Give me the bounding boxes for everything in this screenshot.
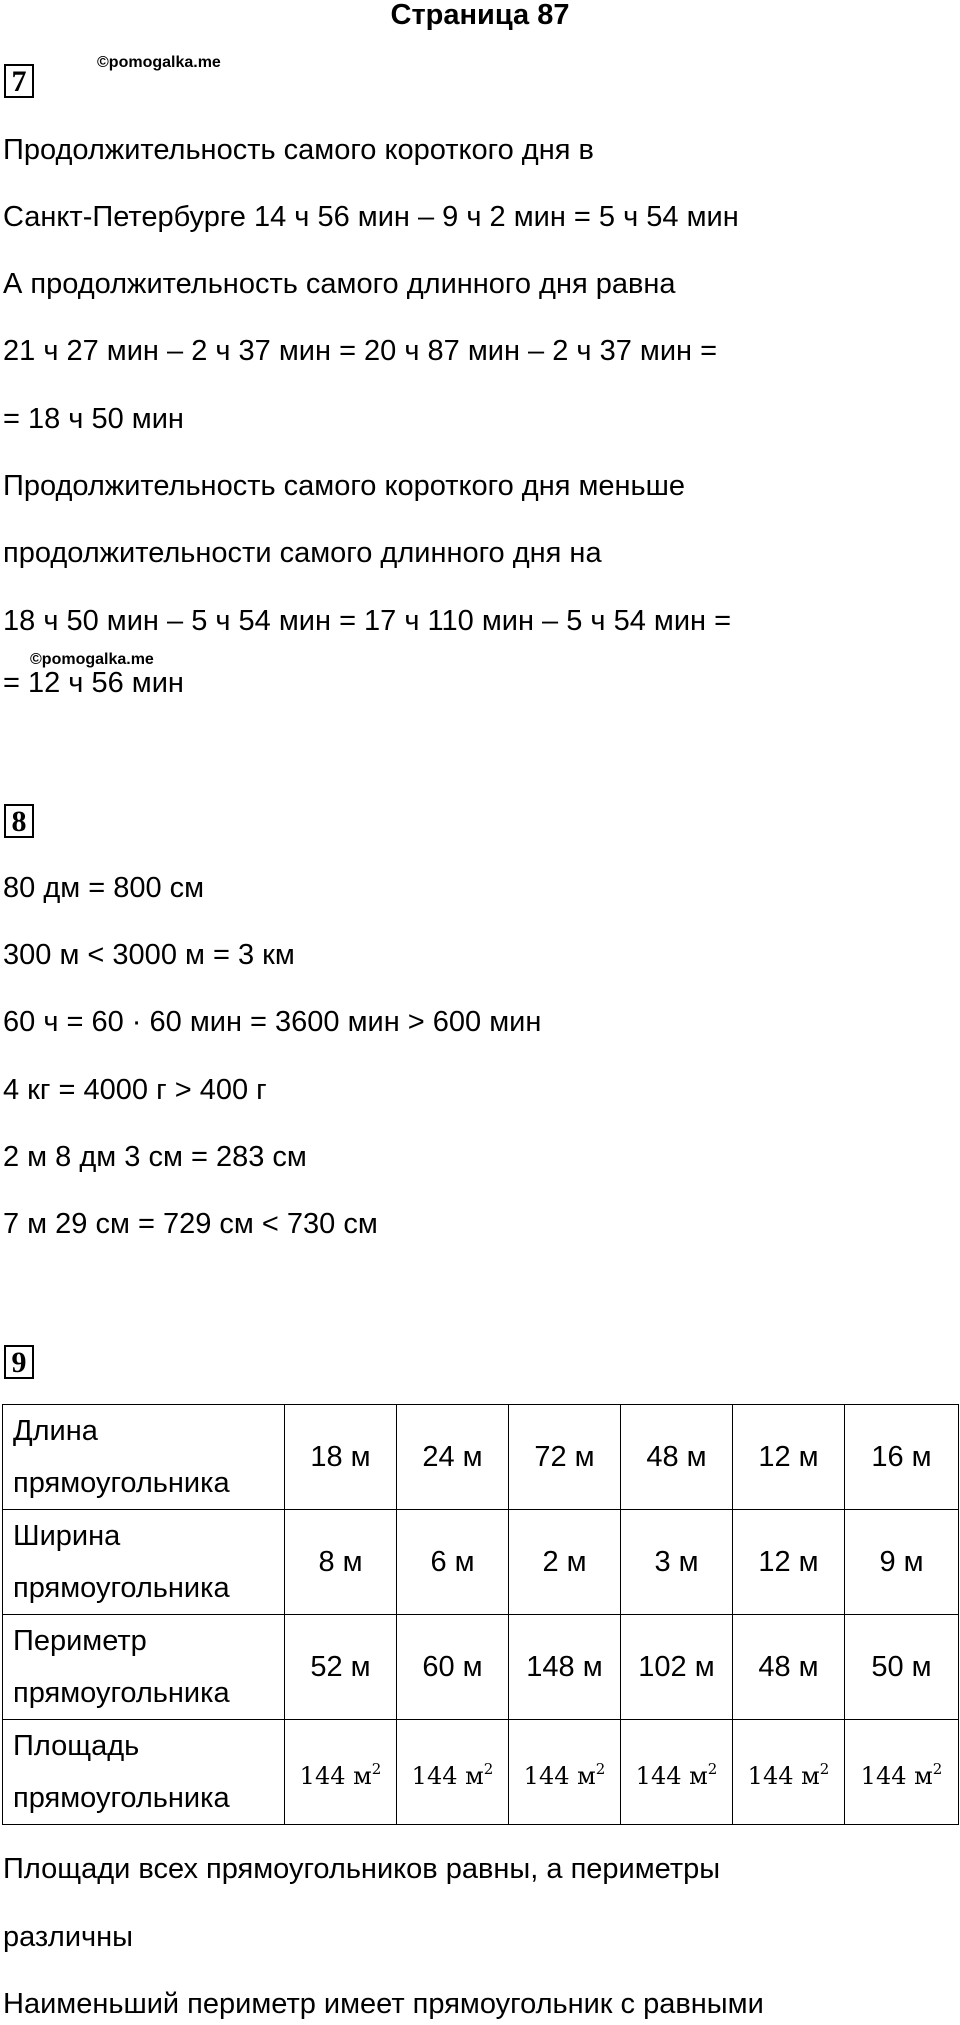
task-7-line: = 12 ч 56 мин	[3, 667, 184, 699]
table-cell: 12 м	[733, 1405, 845, 1510]
table-cell: 48 м	[621, 1405, 733, 1510]
task-9-number: 9	[4, 1345, 34, 1379]
table-cell: 60 м	[397, 1615, 509, 1720]
table-cell: 148 м	[509, 1615, 621, 1720]
table-row	[3, 1615, 959, 1720]
table-cell: 24 м	[397, 1405, 509, 1510]
task-8-line: 60 ч = 60 · 60 мин = 3600 мин > 600 мин	[3, 1006, 542, 1038]
page-title: Страница 87	[390, 0, 570, 31]
task-7-line: Продолжительность самого короткого дня в	[3, 134, 594, 166]
area-cell	[509, 1720, 621, 1825]
table-cell: 48 м	[733, 1615, 845, 1720]
table-cell: 6 м	[397, 1510, 509, 1615]
area-value: 144 м	[299, 1761, 372, 1790]
table-cell: 3 м	[621, 1510, 733, 1615]
unit-power: 2	[595, 1759, 606, 1778]
unit-power: 2	[371, 1759, 382, 1778]
table-cell: 2 м	[509, 1510, 621, 1615]
area-value: 144 м	[635, 1761, 708, 1790]
table-cell: 50 м	[845, 1615, 959, 1720]
row-header-line: прямоугольника	[13, 1467, 230, 1499]
area-cell	[621, 1720, 733, 1825]
task-8-line: 7 м 29 см = 729 см < 730 см	[3, 1208, 378, 1240]
task-9-line: различны	[3, 1921, 133, 1953]
task-7-line: Продолжительность самого короткого дня меньше	[3, 470, 686, 502]
area-value: 144 м	[747, 1761, 820, 1790]
task-8-number: 8	[4, 804, 34, 838]
table-cell: 9 м	[845, 1510, 959, 1615]
area-value: 144 м	[860, 1761, 933, 1790]
row-header	[3, 1720, 285, 1825]
area-cell	[733, 1720, 845, 1825]
watermark-top: ©pomogalka.me	[97, 54, 221, 71]
task-9-line: Наименьший периметр имеет прямоугольник с равными	[3, 1988, 764, 2020]
task-9-line: Площади всех прямоугольников равны, а периметры	[3, 1853, 721, 1885]
table-cell: 12 м	[733, 1510, 845, 1615]
table-row	[3, 1720, 959, 1825]
area-cell	[397, 1720, 509, 1825]
task-8-line: 80 дм = 800 см	[3, 872, 205, 904]
rectangles-table	[2, 1404, 959, 1825]
table-cell: 16 м	[845, 1405, 959, 1510]
table-cell: 72 м	[509, 1405, 621, 1510]
task-7-line: 18 ч 50 мин – 5 ч 54 мин = 17 ч 110 мин – 5 ч 54 мин =	[3, 605, 732, 637]
unit-power: 2	[819, 1759, 830, 1778]
unit-power: 2	[932, 1759, 943, 1778]
task-7-line: 21 ч 27 мин – 2 ч 37 мин = 20 ч 87 мин – 2 ч 37 мин =	[3, 335, 718, 367]
task-7-line: продолжительности самого длинного дня на	[3, 537, 602, 569]
table-cell: 18 м	[285, 1405, 397, 1510]
row-header-line: Ширина	[13, 1520, 121, 1552]
table-row	[3, 1510, 959, 1615]
unit-power: 2	[707, 1759, 718, 1778]
row-header	[3, 1510, 285, 1615]
task-8-line: 2 м 8 дм 3 см = 283 см	[3, 1141, 307, 1173]
task-7-line: = 18 ч 50 мин	[3, 403, 184, 435]
table-cell: 8 м	[285, 1510, 397, 1615]
row-header-line: Площадь	[13, 1730, 140, 1762]
task-8-line: 4 кг = 4000 г > 400 г	[3, 1074, 267, 1106]
unit-power: 2	[483, 1759, 494, 1778]
table-cell: 52 м	[285, 1615, 397, 1720]
task-7-number: 7	[4, 64, 34, 98]
area-cell	[845, 1720, 959, 1825]
table-cell: 102 м	[621, 1615, 733, 1720]
task-7-line: А продолжительность самого длинного дня равна	[3, 268, 676, 300]
row-header-line: прямоугольника	[13, 1572, 230, 1604]
row-header	[3, 1615, 285, 1720]
area-cell	[285, 1720, 397, 1825]
row-header-line: прямоугольника	[13, 1677, 230, 1709]
row-header-line: Периметр	[13, 1625, 147, 1657]
row-header-line: Длина	[13, 1415, 98, 1447]
row-header-line: прямоугольника	[13, 1782, 230, 1814]
row-header	[3, 1405, 285, 1510]
watermark-middle: ©pomogalka.me	[30, 651, 154, 668]
task-7-line: Санкт-Петербурге 14 ч 56 мин – 9 ч 2 мин = 5 ч 54 мин	[3, 201, 739, 233]
table-row	[3, 1405, 959, 1510]
task-8-line: 300 м < 3000 м = 3 км	[3, 939, 295, 971]
area-value: 144 м	[523, 1761, 596, 1790]
area-value: 144 м	[411, 1761, 484, 1790]
